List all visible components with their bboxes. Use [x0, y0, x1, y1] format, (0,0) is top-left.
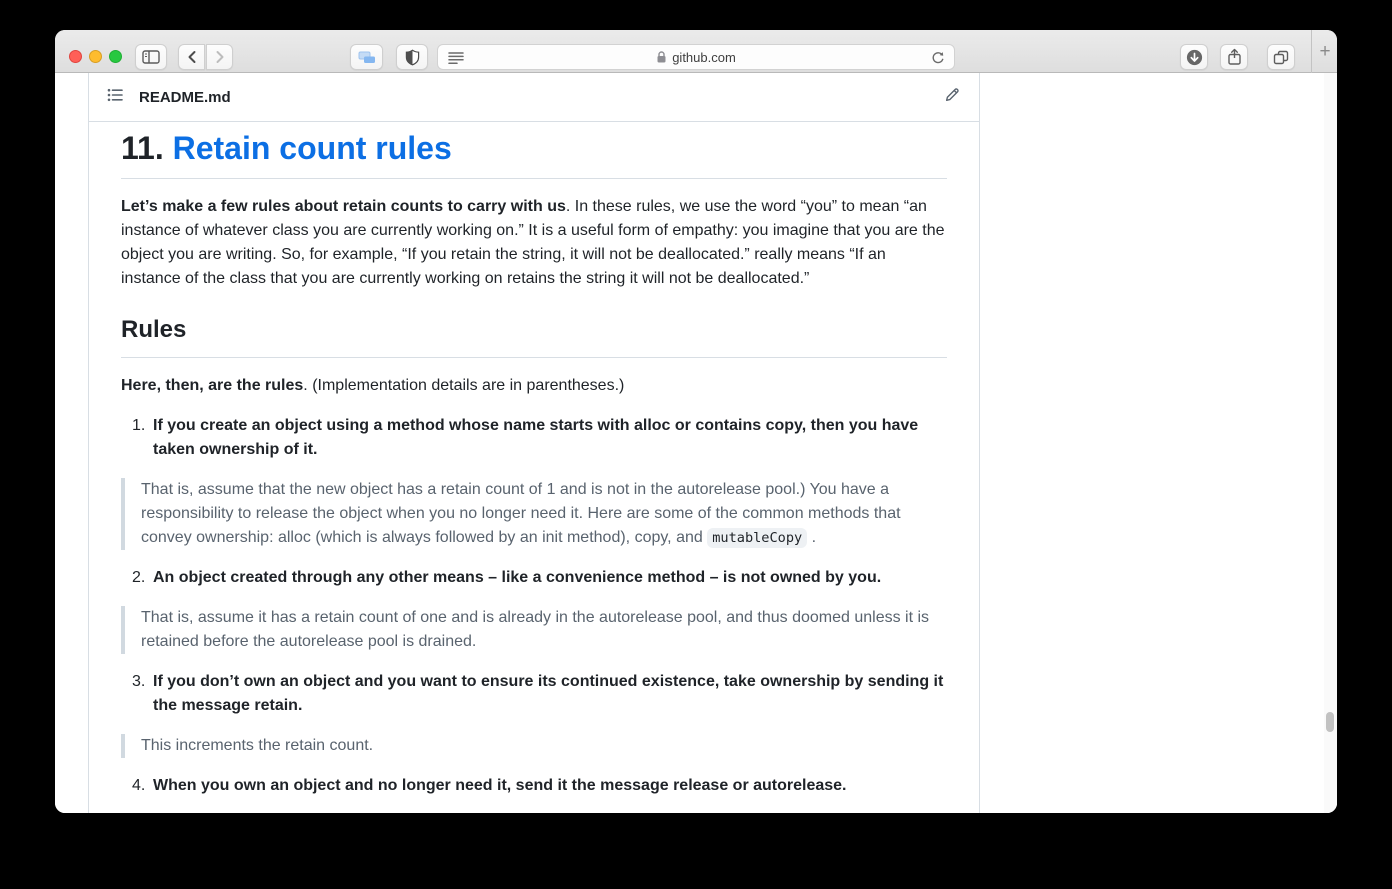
downloads-button[interactable]: [1180, 44, 1208, 70]
share-button[interactable]: [1220, 44, 1248, 70]
markdown-body: [89, 122, 979, 813]
shield-extension-icon: [405, 49, 420, 66]
browser-toolbar: [55, 30, 1337, 73]
close-window-button[interactable]: [69, 50, 82, 63]
screenshot-extension-button[interactable]: [350, 44, 383, 70]
picture-in-picture-extension-icon: [357, 50, 377, 65]
readme-card: [88, 73, 980, 813]
rules-heading: Rules: [121, 315, 947, 358]
list-item-number: 3.: [132, 673, 146, 690]
list-item-number: 2.: [132, 569, 146, 586]
list-item: 3. If you don’t own an object and you want to ensure its continued existence, take ownership by sending it the message retain.: [121, 670, 947, 718]
sidebar-toggle-button[interactable]: [135, 44, 167, 70]
address-bar[interactable]: [437, 44, 955, 70]
new-tab-button[interactable]: +: [1319, 40, 1331, 62]
zoom-window-button[interactable]: [109, 50, 122, 63]
url-host-text: github.com: [672, 49, 736, 65]
inline-code: mutableCopy: [707, 528, 807, 548]
back-button[interactable]: [178, 44, 205, 70]
back-icon: [186, 50, 198, 64]
share-icon: [1227, 48, 1242, 66]
edit-file-pencil-icon[interactable]: [944, 86, 961, 108]
tls-lock-icon: [656, 48, 667, 67]
blockquote: That is, assume it has a retain count of one and is already in the autorelease pool, and thus doomed unless it is retained before the autorelease pool is drained.: [121, 606, 947, 654]
forward-button[interactable]: [206, 44, 233, 70]
browser-viewport: [55, 73, 1337, 813]
intro-paragraph: Let’s make a few rules about retain counts to carry with us. In these rules, we use the word “you” to mean “an instance of whatever class you are currently working on.” It is a useful form of empathy: you imagine that you are the object you are writing. So, for example, “If you retain the string, it will not be deallocated.” really means “If an instance of the class that you are currently working on retains the string it will not be deallocated.”: [121, 198, 945, 287]
minimize-window-button[interactable]: [89, 50, 102, 63]
sidebar-icon: [142, 50, 160, 64]
page-scrollbar-thumb[interactable]: [1326, 712, 1334, 732]
toolbar-divider: [1311, 30, 1312, 73]
heading-number: 11.: [121, 130, 164, 166]
safari-window: [55, 30, 1337, 813]
page-scrollbar-track: [1324, 73, 1337, 813]
list-item: 1. If you create an object using a method whose name starts with alloc or contains copy, then you have taken ownership of it.: [121, 414, 947, 462]
list-item-number: 1.: [132, 417, 146, 434]
section-heading: [121, 128, 947, 179]
tabs-icon: [1273, 49, 1289, 65]
list-item-number: 4.: [132, 777, 146, 794]
readme-header: [89, 73, 979, 122]
blockquote: That is, assume that the new object has a retain count of 1 and is not in the autorelease pool.) You have a responsibility to release the object when you no longer need it. Here are some of the common methods that convey ownership: alloc (which is always followed by an init method), copy, and mutableCopy .: [121, 478, 947, 550]
content-blocker-extension-button[interactable]: [396, 44, 428, 70]
file-title: README.md: [139, 88, 231, 106]
table-of-contents-icon[interactable]: [107, 87, 123, 108]
blockquote: This increments the retain count.: [121, 734, 947, 758]
reload-icon[interactable]: [930, 50, 945, 70]
forward-icon: [214, 50, 226, 64]
downloads-icon: [1186, 49, 1203, 66]
rules-intro-paragraph: Here, then, are the rules. (Implementation details are in parentheses.): [121, 377, 625, 394]
list-item: 2. An object created through any other means – like a convenience method – is not owned by you.: [121, 566, 947, 590]
tab-overview-button[interactable]: [1267, 44, 1295, 70]
list-item: 4. When you own an object and no longer need it, send it the message release or autorelease.: [121, 774, 947, 798]
heading-link[interactable]: Retain count rules: [172, 130, 452, 166]
